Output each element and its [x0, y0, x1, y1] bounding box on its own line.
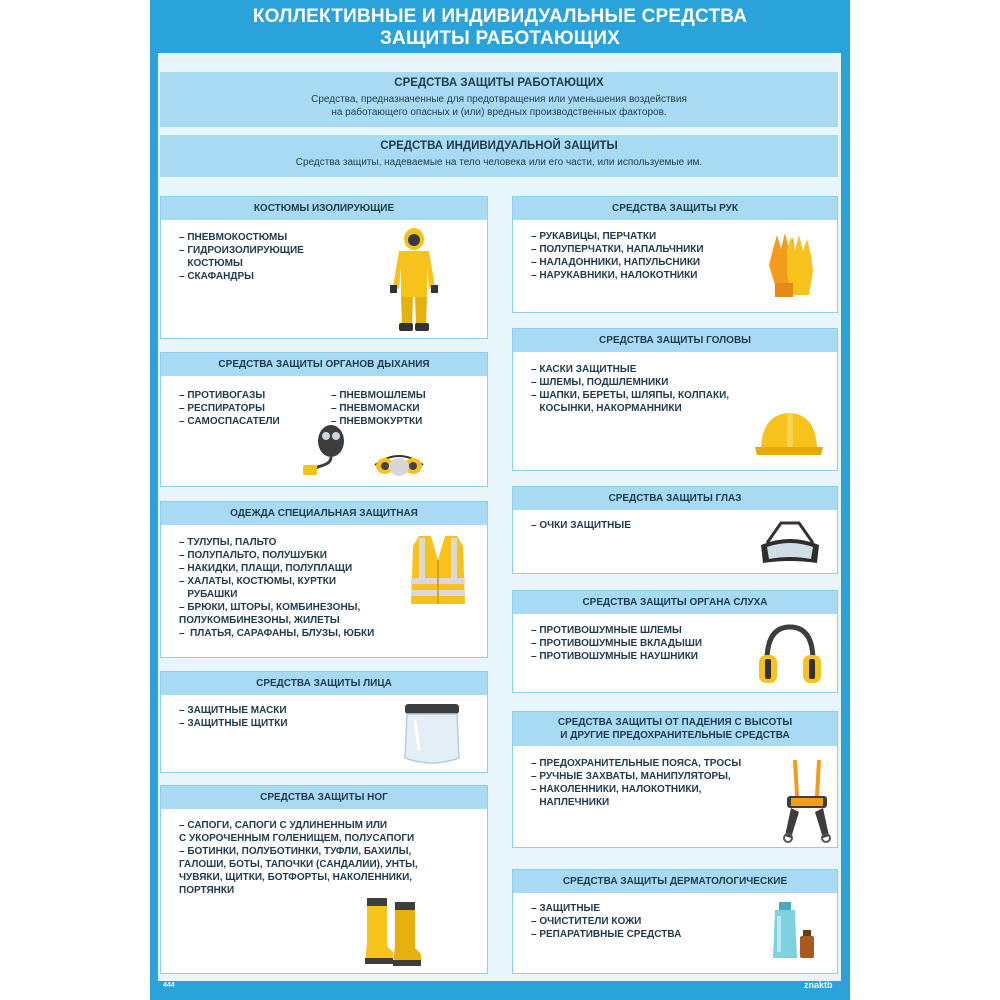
list-item: КОСЫНКИ, НАКОРМАННИКИ [531, 403, 682, 414]
list-item: – СКАФАНДРЫ [179, 271, 254, 282]
item-list [179, 704, 288, 730]
page-number: 444 [163, 982, 175, 989]
card-title: ОДЕЖДА СПЕЦИАЛЬНАЯ ЗАЩИТНАЯ [161, 502, 487, 525]
list-item: – НАКОЛЕННИКИ, НАЛОКОТНИКИ, [531, 784, 702, 795]
list-item: – ПРОТИВОШУМНЫЕ ШЛЕМЫ [531, 625, 682, 636]
card-eye-protection [512, 486, 838, 574]
card-title-line1: СРЕДСТВА ЗАЩИТЫ ОТ ПАДЕНИЯ С ВЫСОТЫ [557, 717, 793, 728]
band-worker-protection-desc [160, 93, 838, 119]
card-title: СРЕДСТВА ЗАЩИТЫ ГОЛОВЫ [513, 329, 837, 352]
list-item: – ОЧКИ ЗАЩИТНЫЕ [531, 520, 631, 531]
card-title: СРЕДСТВА ЗАЩИТЫ ДЕРМАТОЛОГИЧЕСКИЕ [513, 870, 837, 893]
list-item: – ПНЕВМОКУРТКИ [331, 416, 423, 427]
card-title: СРЕДСТВА ЗАЩИТЫ ОРГАНА СЛУХА [513, 591, 837, 614]
band-worker-protection [160, 72, 838, 127]
band-individual-protection-desc: Средства защиты, надеваемые на тело человека или его части, или используемые им. [295, 157, 703, 168]
card-title: СРЕДСТВА ЗАЩИТЫ НОГ [161, 786, 487, 809]
hard-hat-icon [753, 407, 825, 461]
list-item: – ПНЕВМОМАСКИ [331, 403, 420, 414]
list-item: – ПОЛУПАЛЬТО, ПОЛУШУБКИ [179, 550, 327, 561]
card-protective-clothing [160, 501, 488, 658]
safety-vest-icon [405, 534, 471, 606]
card-hand-protection [512, 196, 838, 313]
item-list [531, 902, 681, 941]
list-item: ПОРТЯНКИ [179, 885, 235, 896]
poster-title-line1: КОЛЛЕКТИВНЫЕ И ИНДИВИДУАЛЬНЫЕ СРЕДСТВА [252, 6, 748, 27]
list-item: – ГИДРОИЗОЛИРУЮЩИЕ [179, 245, 304, 256]
item-list [531, 519, 631, 532]
card-title: СРЕДСТВА ЗАЩИТЫ ГЛАЗ [513, 487, 837, 510]
card-fall-protection [512, 711, 838, 848]
card-head-protection [512, 328, 838, 471]
list-item: – ЗАЩИТНЫЕ ЩИТКИ [179, 718, 288, 729]
list-item: – ШЛЕМЫ, ПОДШЛЕМНИКИ [531, 377, 669, 388]
list-item: – РУЧНЫЕ ЗАХВАТЫ, МАНИПУЛЯТОРЫ, [531, 771, 731, 782]
hazmat-suit-icon [379, 227, 449, 333]
list-item: – НАЛАДОННИКИ, НАПУЛЬСНИКИ [531, 257, 701, 268]
band-worker-protection-line1: Средства, предназначенные для предотвращения или уменьшения воздействия [311, 94, 687, 105]
card-hearing-protection [512, 590, 838, 693]
boots-icon [361, 894, 425, 968]
list-item: – ПРЕДОХРАНИТЕЛЬНЫЕ ПОЯСА, ТРОСЫ [531, 758, 742, 769]
list-item: – САМОСПАСАТЕЛИ [179, 416, 280, 427]
list-item: – ЗАЩИТНЫЕ [531, 903, 600, 914]
band-individual-protection-title: СРЕДСТВА ИНДИВИДУАЛЬНОЙ ЗАЩИТЫ [380, 140, 618, 152]
item-list [179, 819, 418, 897]
card-title: КОСТЮМЫ ИЗОЛИРУЮЩИЕ [161, 197, 487, 220]
list-item: РУБАШКИ [179, 589, 238, 600]
band-worker-protection-line2: на работающего опасных и (или) вредных производственных факторов. [331, 107, 667, 118]
card-title [513, 712, 837, 746]
list-item: ЧУВЯКИ, ЩИТКИ, БОТФОРТЫ, НАКОЛЕННИКИ, [179, 872, 413, 883]
band-worker-protection-title: СРЕДСТВА ЗАЩИТЫ РАБОТАЮЩИХ [394, 77, 604, 89]
brand-logo: znaktb [804, 980, 833, 990]
list-item: – ПРОТИВОШУМНЫЕ НАУШНИКИ [531, 651, 698, 662]
list-item: – РЕПАРАТИВНЫЕ СРЕДСТВА [531, 929, 682, 940]
poster-title [150, 6, 850, 50]
list-item: – ЗАЩИТНЫЕ МАСКИ [179, 705, 287, 716]
item-list [531, 230, 704, 282]
card-dermatological-protection [512, 869, 838, 974]
card-title: СРЕДСТВА ЗАЩИТЫ ЛИЦА [161, 672, 487, 695]
item-list [531, 624, 702, 663]
list-item: – ШАПКИ, БЕРЕТЫ, ШЛЯПЫ, КОЛПАКИ, [531, 390, 730, 401]
list-item: ПОЛУКОМБИНЕЗОНЫ, ЖИЛЕТЫ [179, 615, 340, 626]
list-item: – ПОЛУПЕРЧАТКИ, НАПАЛЬЧНИКИ [531, 244, 704, 255]
item-list [179, 231, 304, 283]
list-item: – ПРОТИВОШУМНЫЕ ВКЛАДЫШИ [531, 638, 703, 649]
list-item: НАПЛЕЧНИКИ [531, 797, 610, 808]
gas-mask-icon [301, 421, 359, 477]
list-item: – ПНЕВМОШЛЕМЫ [331, 390, 426, 401]
list-item: ГАЛОШИ, БОТЫ, ТАПОЧКИ (САНДАЛИИ), УНТЫ, [179, 859, 418, 870]
card-title-line2: И ДРУГИЕ ПРЕДОХРАНИТЕЛЬНЫЕ СРЕДСТВА [560, 730, 790, 741]
face-shield-icon [399, 700, 465, 768]
card-title: СРЕДСТВА ЗАЩИТЫ РУК [513, 197, 837, 220]
band-individual-protection [160, 135, 838, 177]
safety-goggles-icon [757, 515, 823, 571]
list-item: – РЕСПИРАТОРЫ [179, 403, 265, 414]
poster-title-line2: ЗАЩИТЫ РАБОТАЮЩИХ [379, 28, 621, 49]
list-item: – НАКИДКИ, ПЛАЩИ, ПОЛУПЛАЩИ [179, 563, 353, 574]
list-item: – НАРУКАВНИКИ, НАЛОКОТНИКИ [531, 270, 698, 281]
list-item: С УКОРОЧЕННЫМ ГОЛЕНИЩЕМ, ПОЛУСАПОГИ [179, 833, 415, 844]
card-leg-protection [160, 785, 488, 974]
card-respiratory-protection [160, 352, 488, 487]
earmuffs-icon [757, 621, 823, 689]
item-list [531, 363, 729, 415]
list-item: – ТУЛУПЫ, ПАЛЬТО [179, 537, 277, 548]
cream-bottles-icon [769, 902, 819, 960]
list-item: – КАСКИ ЗАЩИТНЫЕ [531, 364, 637, 375]
list-item: – РУКАВИЦЫ, ПЕРЧАТКИ [531, 231, 657, 242]
item-list-left [179, 389, 280, 428]
card-title: СРЕДСТВА ЗАЩИТЫ ОРГАНОВ ДЫХАНИЯ [161, 353, 487, 376]
card-insulating-suits [160, 196, 488, 339]
respirator-icon [371, 449, 427, 479]
list-item: – САПОГИ, САПОГИ С УДЛИНЕННЫМ ИЛИ [179, 820, 388, 831]
list-item: – БОТИНКИ, ПОЛУБОТИНКИ, ТУФЛИ, БАХИЛЫ, [179, 846, 412, 857]
card-face-protection [160, 671, 488, 773]
item-list [531, 757, 741, 809]
list-item: – ПНЕВМОКОСТЮМЫ [179, 232, 288, 243]
gloves-icon [763, 229, 821, 301]
safety-harness-icon [779, 756, 835, 846]
list-item: КОСТЮМЫ [179, 258, 243, 269]
list-item: – ХАЛАТЫ, КОСТЮМЫ, КУРТКИ [179, 576, 337, 587]
item-list [179, 536, 374, 640]
list-item: – ОЧИСТИТЕЛИ КОЖИ [531, 916, 642, 927]
list-item: – ПРОТИВОГАЗЫ [179, 390, 266, 401]
list-item: – ПЛАТЬЯ, САРАФАНЫ, БЛУЗЫ, ЮБКИ [179, 628, 375, 639]
list-item: – БРЮКИ, ШТОРЫ, КОМБИНЕЗОНЫ, [179, 602, 361, 613]
